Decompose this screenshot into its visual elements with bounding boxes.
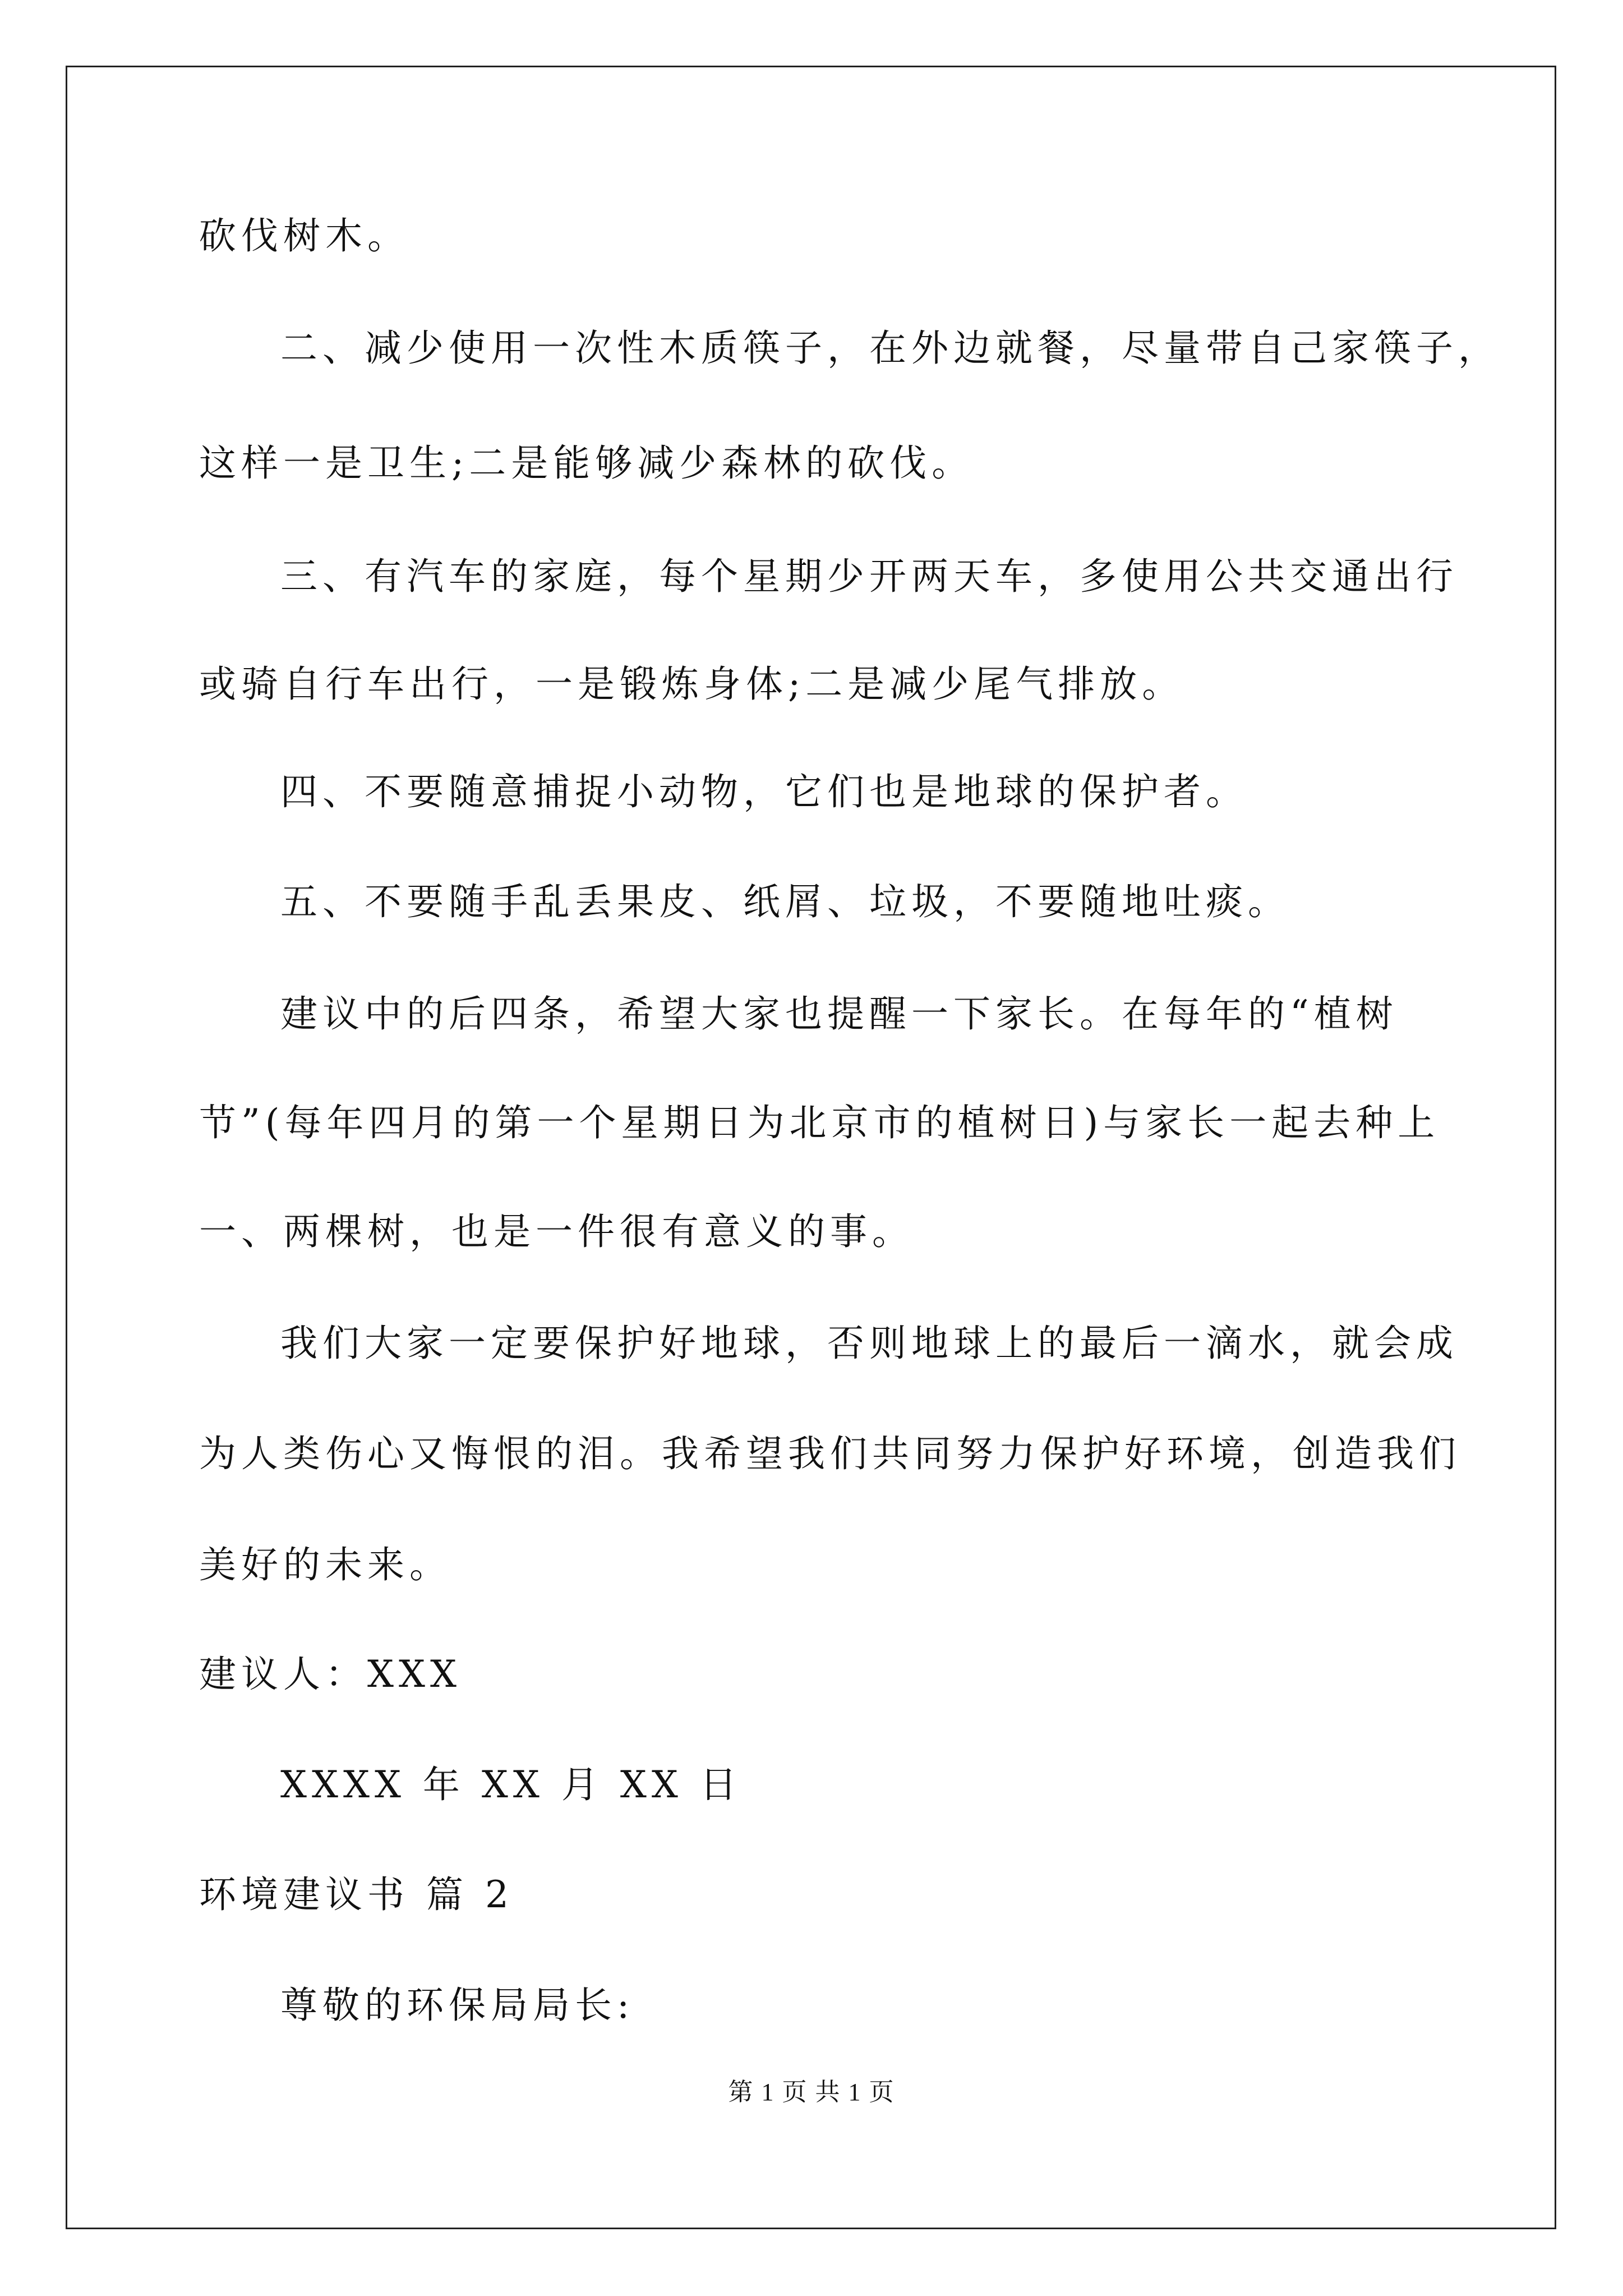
paragraph-line: 这样一是卫生;二是能够减少森林的砍伐。 [199, 441, 974, 485]
paragraph-line: 五、不要随手乱丢果皮、纸屑、垃圾，不要随地吐痰。 [280, 880, 1290, 923]
section-title: 环境建议书 篇 2 [199, 1873, 514, 1916]
paragraph-line: 砍伐树木。 [199, 214, 409, 257]
paragraph-line: 一、两棵树，也是一件很有意义的事。 [199, 1210, 914, 1253]
paragraph-line: 四、不要随意捕捉小动物，它们也是地球的保护者。 [280, 770, 1248, 813]
paragraph-line: 二、减少使用一次性木质筷子，在外边就餐，尽量带自己家筷子， [280, 326, 1500, 370]
salutation-line: 尊敬的环保局局长: [280, 1984, 635, 2027]
paragraph-line: 我们大家一定要保护好地球，否则地球上的最后一滴水，就会成 [280, 1322, 1458, 1365]
proposer-line: 建议人：XXX [199, 1653, 462, 1696]
date-line: XXXX 年 XX 月 XX 日 [280, 1763, 742, 1806]
paragraph-line: 美好的未来。 [199, 1543, 451, 1586]
paragraph-line: 为人类伤心又悔恨的泪。我希望我们共同努力保护好环境，创造我们 [199, 1432, 1461, 1475]
paragraph-line: 或骑自行车出行，一是锻炼身体;二是减少尾气排放。 [199, 662, 1184, 706]
paragraph-line: 节”(每年四月的第一个星期日为北京市的植树日)与家长一起去种上 [199, 1101, 1440, 1144]
page-footer: 第 1 页 共 1 页 [728, 2078, 895, 2106]
paragraph-line: 建议中的后四条，希望大家也提醒一下家长。在每年的“植树 [280, 992, 1398, 1036]
paragraph-line: 三、有汽车的家庭，每个星期少开两天车，多使用公共交通出行 [280, 555, 1458, 598]
